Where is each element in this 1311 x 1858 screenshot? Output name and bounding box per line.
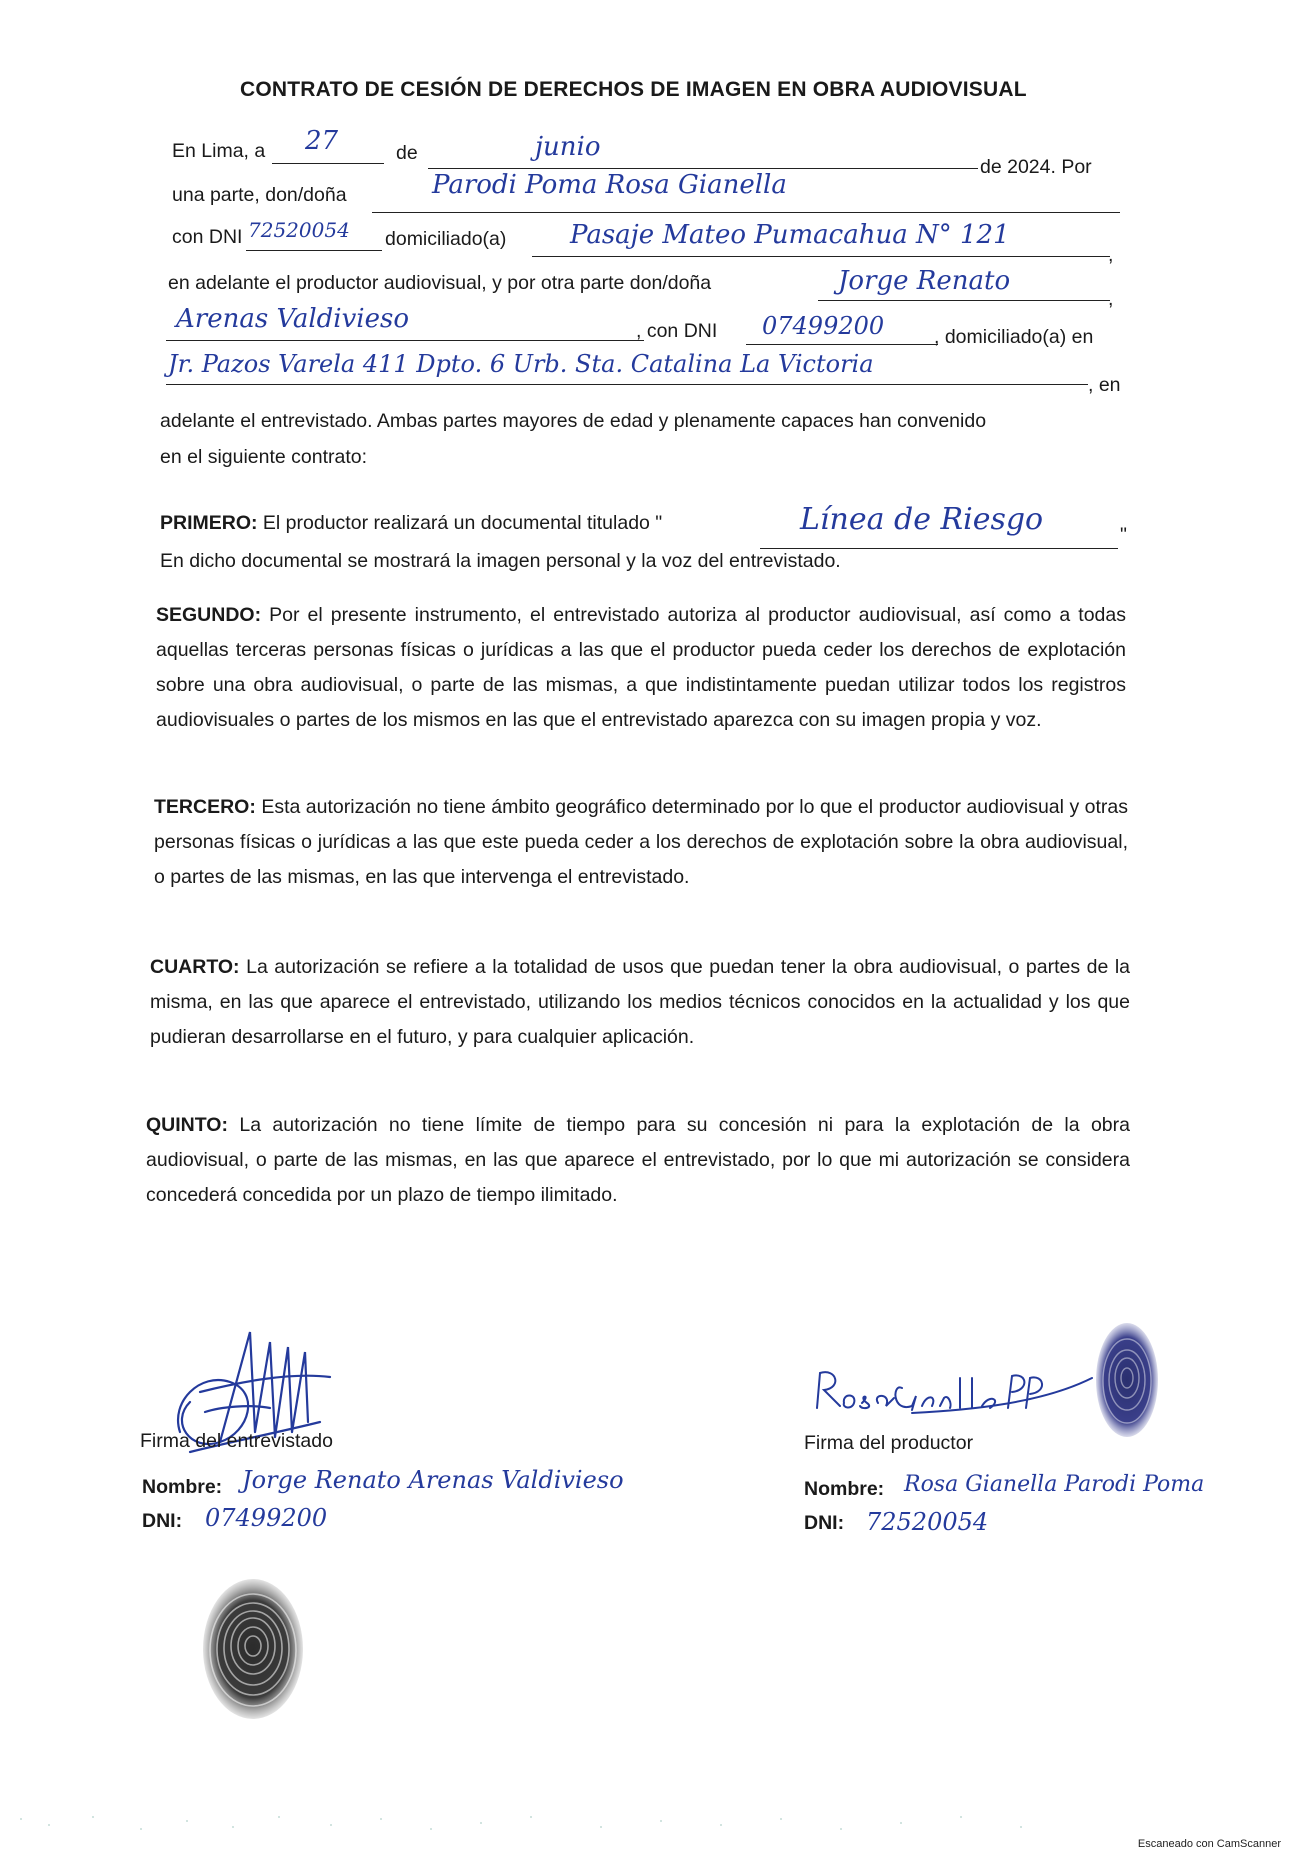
domicile-label: domiciliado(a) bbox=[385, 228, 507, 250]
interviewee-last-underline bbox=[166, 340, 644, 341]
date-prefix: En Lima, a bbox=[172, 140, 266, 162]
intro-line-2: en el siguiente contrato: bbox=[160, 446, 368, 468]
interviewee-dni-row bbox=[142, 1510, 182, 1533]
name-label: Nombre: bbox=[142, 1476, 223, 1498]
handwritten-interviewee-last: Arenas Valdivieso bbox=[176, 304, 409, 334]
handwritten-interviewee-first: Jorge Renato bbox=[838, 266, 1011, 296]
clause-segundo bbox=[156, 598, 1126, 738]
date-suffix: de 2024. Por bbox=[980, 156, 1092, 178]
day-underline bbox=[272, 163, 384, 164]
document-title: CONTRATO DE CESIÓN DE DERECHOS DE IMAGEN EN OBRA AUDIOVISUAL bbox=[240, 78, 1027, 101]
scan-noise bbox=[0, 1798, 1311, 1858]
handwritten-interviewee-dni-sig: 07499200 bbox=[205, 1504, 328, 1532]
clause-label: SEGUNDO: bbox=[156, 604, 262, 626]
handwritten-interviewee-name: Jorge Renato Arenas Valdivieso bbox=[242, 1466, 624, 1494]
closing-quote: " bbox=[1120, 524, 1127, 546]
clause-label: TERCERO: bbox=[154, 796, 256, 818]
handwritten-month: junio bbox=[535, 132, 601, 162]
dni-label-2: , con DNI bbox=[636, 320, 718, 342]
producer-name-underline bbox=[372, 212, 1120, 213]
handwritten-producer-dni-sig: 72520054 bbox=[866, 1508, 989, 1536]
intro-line: adelante el entrevistado. Ambas partes mayores de edad y plenamente capaces han convenido bbox=[160, 410, 987, 432]
producer-name-row bbox=[804, 1478, 884, 1501]
handwritten-doc-title: Línea de Riesgo bbox=[800, 502, 1044, 537]
comma: , bbox=[1108, 244, 1114, 266]
clause-text: Esta autorización no tiene ámbito geográfico determinado por lo que el productor audiovisual y otras personas físicas o jurídicas a las que este pueda ceder a los derechos de explotación sobre la obra audiovisual, o partes de las mismas, en las que intervenga el entrevistado. bbox=[154, 796, 1128, 888]
name-label: Nombre: bbox=[804, 1478, 885, 1500]
handwritten-producer-address: Pasaje Mateo Pumacahua N° 121 bbox=[570, 220, 1010, 250]
month-underline bbox=[428, 168, 978, 169]
party-two-prefix: en adelante el productor audiovisual, y por otra parte don/doña bbox=[168, 272, 712, 294]
interviewee-fingerprint bbox=[198, 1574, 308, 1724]
interviewee-first-underline bbox=[818, 300, 1110, 301]
scanner-watermark: Escaneado con CamScanner bbox=[1137, 1838, 1281, 1850]
handwritten-producer-name: Parodi Poma Rosa Gianella bbox=[432, 170, 787, 200]
interviewee-signature-label: Firma del entrevistado bbox=[140, 1430, 333, 1452]
party-one-prefix: una parte, don/doña bbox=[172, 184, 347, 206]
handwritten-producer-dni: 72520054 bbox=[248, 218, 350, 242]
clause-label: PRIMERO: bbox=[160, 512, 258, 534]
interviewee-address-underline bbox=[166, 384, 1088, 385]
clause-cuarto bbox=[150, 950, 1130, 1055]
clause-label: CUARTO: bbox=[150, 956, 240, 978]
handwritten-producer-name-sig: Rosa Gianella Parodi Poma bbox=[904, 1472, 1205, 1497]
producer-signature bbox=[812, 1358, 1102, 1428]
clause-primero bbox=[160, 512, 662, 535]
interviewee-dni-underline bbox=[746, 344, 938, 345]
clause-text: El productor realizará un documental titulado " bbox=[262, 512, 663, 534]
clause-label: QUINTO: bbox=[146, 1114, 228, 1136]
dni-prefix: con DNI bbox=[172, 226, 243, 248]
clause-text: Por el presente instrumento, el entrevistado autoriza al productor audiovisual, así como a todas aquellas terceras personas físicas o jurídicas a las que el productor pueda ceder los derechos de explotación sobre una obra audiovisual, o parte de las mismas, a que indistintamente puedan utilizar todos los registros audiovisuales o partes de los mismos en las que el entrevistado aparezca con su imagen propia y voz. bbox=[156, 604, 1126, 731]
dni-label: DNI: bbox=[804, 1512, 845, 1534]
comma: , bbox=[1108, 288, 1114, 310]
clause-tercero bbox=[154, 790, 1128, 895]
producer-fingerprint bbox=[1094, 1320, 1160, 1440]
producer-address-underline bbox=[532, 256, 1110, 257]
dni-label: DNI: bbox=[142, 1510, 183, 1532]
domicile-label-2: , domiciliado(a) en bbox=[934, 326, 1094, 348]
producer-signature-label: Firma del productor bbox=[804, 1432, 974, 1454]
handwritten-interviewee-dni: 07499200 bbox=[762, 312, 885, 340]
handwritten-day: 27 bbox=[305, 126, 339, 156]
en-suffix: , en bbox=[1088, 374, 1121, 396]
handwritten-interviewee-address: Jr. Pazos Varela 411 Dpto. 6 Urb. Sta. Catalina La Victoria bbox=[168, 350, 874, 378]
clause-primero-line2: En dicho documental se mostrará la imagen personal y la voz del entrevistado. bbox=[160, 550, 841, 572]
doc-title-underline bbox=[760, 548, 1118, 549]
clause-text: La autorización no tiene límite de tiempo para su concesión ni para la explotación de la obra audiovisual, o parte de las mismas, en las que aparece el entrevistado, por lo que mi autorización se considera concederá concedida por un plazo de tiempo ilimitado. bbox=[146, 1114, 1130, 1206]
clause-text: La autorización se refiere a la totalidad de usos que puedan tener la obra audiovisual, o partes de la misma, en las que aparece el entrevistado, utilizando los medios técnicos conocidos en la actualidad y los que pudieran desarrollarse en el futuro, y para cualquier aplicación. bbox=[150, 956, 1131, 1048]
producer-dni-row bbox=[804, 1512, 844, 1535]
producer-dni-underline bbox=[246, 250, 382, 251]
date-de: de bbox=[396, 142, 418, 164]
interviewee-name-row bbox=[142, 1476, 222, 1499]
clause-quinto bbox=[146, 1108, 1130, 1213]
